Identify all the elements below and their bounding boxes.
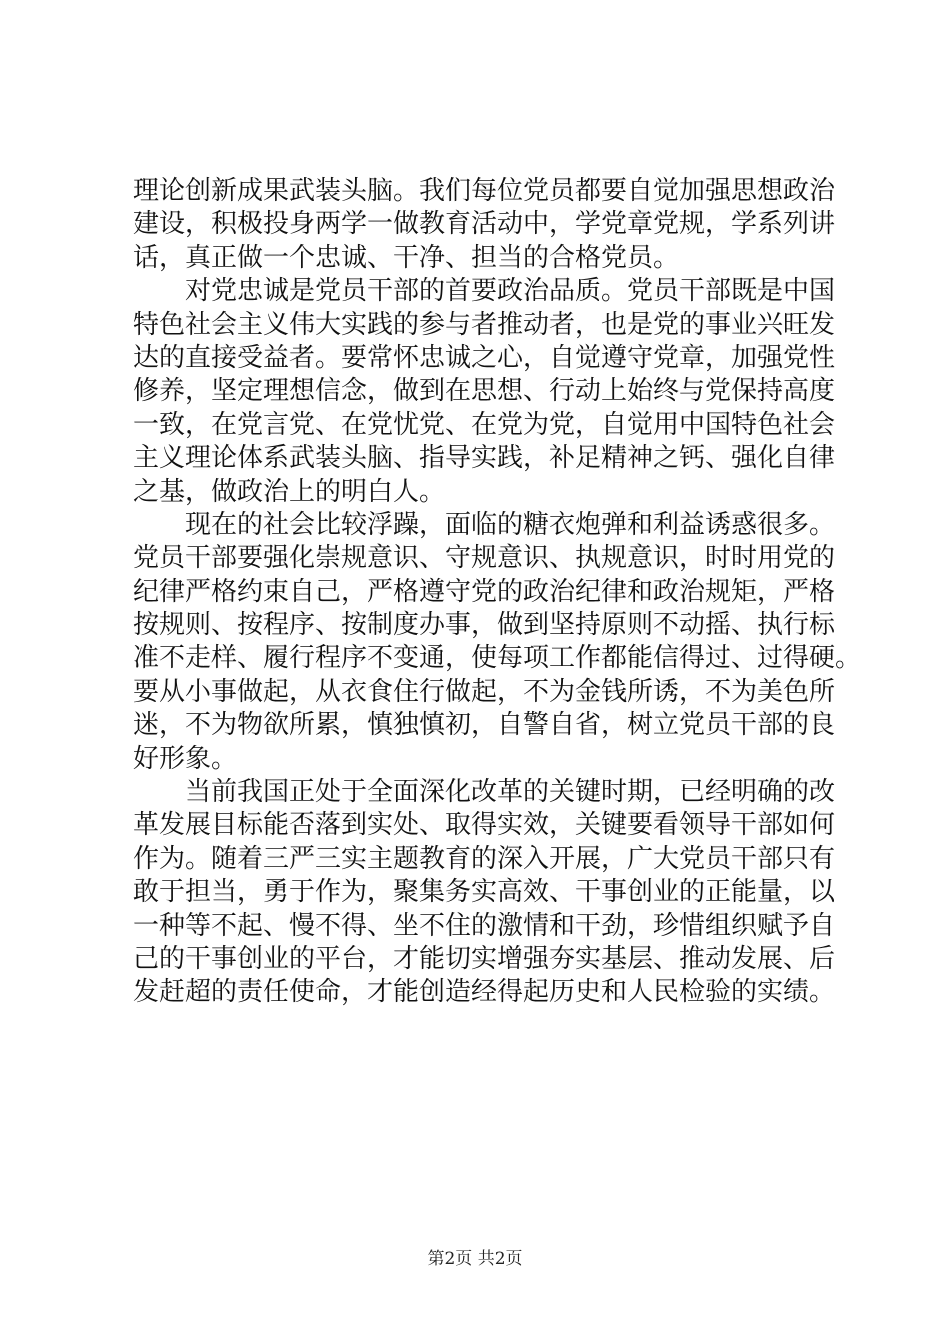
- text-line: 要从小事做起，从衣食住行做起，不为金钱所诱，不为美色所: [133, 676, 836, 707]
- text-line: 建设，积极投身两学一做教育活动中，学党章党规，学系列讲: [133, 209, 836, 240]
- text-line: 一种等不起、慢不得、坐不住的激情和干劲，珍惜组织赋予自: [133, 910, 836, 941]
- text-line: 主义理论体系武装头脑、指导实践，补足精神之钙、强化自律: [133, 443, 836, 474]
- text-line: 革发展目标能否落到实处、取得实效，关键要看领导干部如何: [133, 810, 836, 841]
- text-line: 敢于担当，勇于作为，聚集务实高效、干事创业的正能量，以: [133, 877, 836, 908]
- text-line: 纪律严格约束自己，严格遵守党的政治纪律和政治规矩，严格: [133, 576, 836, 607]
- text-line: 迷，不为物欲所累，慎独慎初，自警自省，树立党员干部的良: [133, 710, 836, 741]
- text-line: 达的直接受益者。要常怀忠诚之心，自觉遵守党章，加强党性: [133, 342, 836, 373]
- text-line: 党员干部要强化崇规意识、守规意识、执规意识，时时用党的: [133, 543, 836, 574]
- text-line: 之基，做政治上的明白人。: [133, 476, 446, 507]
- text-line: 话，真正做一个忠诚、干净、担当的合格党员。: [133, 242, 680, 273]
- text-line: 修养，坚定理想信念，做到在思想、行动上始终与党保持高度: [133, 376, 836, 407]
- text-line: 一致，在党言党、在党忧党、在党为党，自觉用中国特色社会: [133, 409, 836, 440]
- text-line: 好形象。: [133, 743, 238, 774]
- text-line: 特色社会主义伟大实践的参与者推动者，也是党的事业兴旺发: [133, 309, 836, 340]
- text-line: 当前我国正处于全面深化改革的关键时期，已经明确的改: [185, 777, 836, 808]
- text-line: 理论创新成果武装头脑。我们每位党员都要自觉加强思想政治: [133, 176, 836, 206]
- text-line: 按规则、按程序、按制度办事，做到坚持原则不动摇、执行标: [133, 610, 836, 641]
- text-line: 作为。随着三严三实主题教育的深入开展，广大党员干部只有: [133, 843, 836, 874]
- page-number: 第2页 共2页: [427, 1249, 523, 1269]
- document-body: [133, 175, 862, 1010]
- text-line: 准不走样、履行程序不变通，使每项工作都能信得过、过得硬。: [133, 643, 862, 674]
- text-line: 对党忠诚是党员干部的首要政治品质。党员干部既是中国: [185, 276, 836, 307]
- text-line: 己的干事创业的平台，才能切实增强夯实基层、推动发展、后: [133, 943, 836, 974]
- text-line: 现在的社会比较浮躁，面临的糖衣炮弹和利益诱惑很多。: [185, 509, 836, 540]
- text-line: 发赶超的责任使命，才能创造经得起历史和人民检验的实绩。: [133, 977, 836, 1008]
